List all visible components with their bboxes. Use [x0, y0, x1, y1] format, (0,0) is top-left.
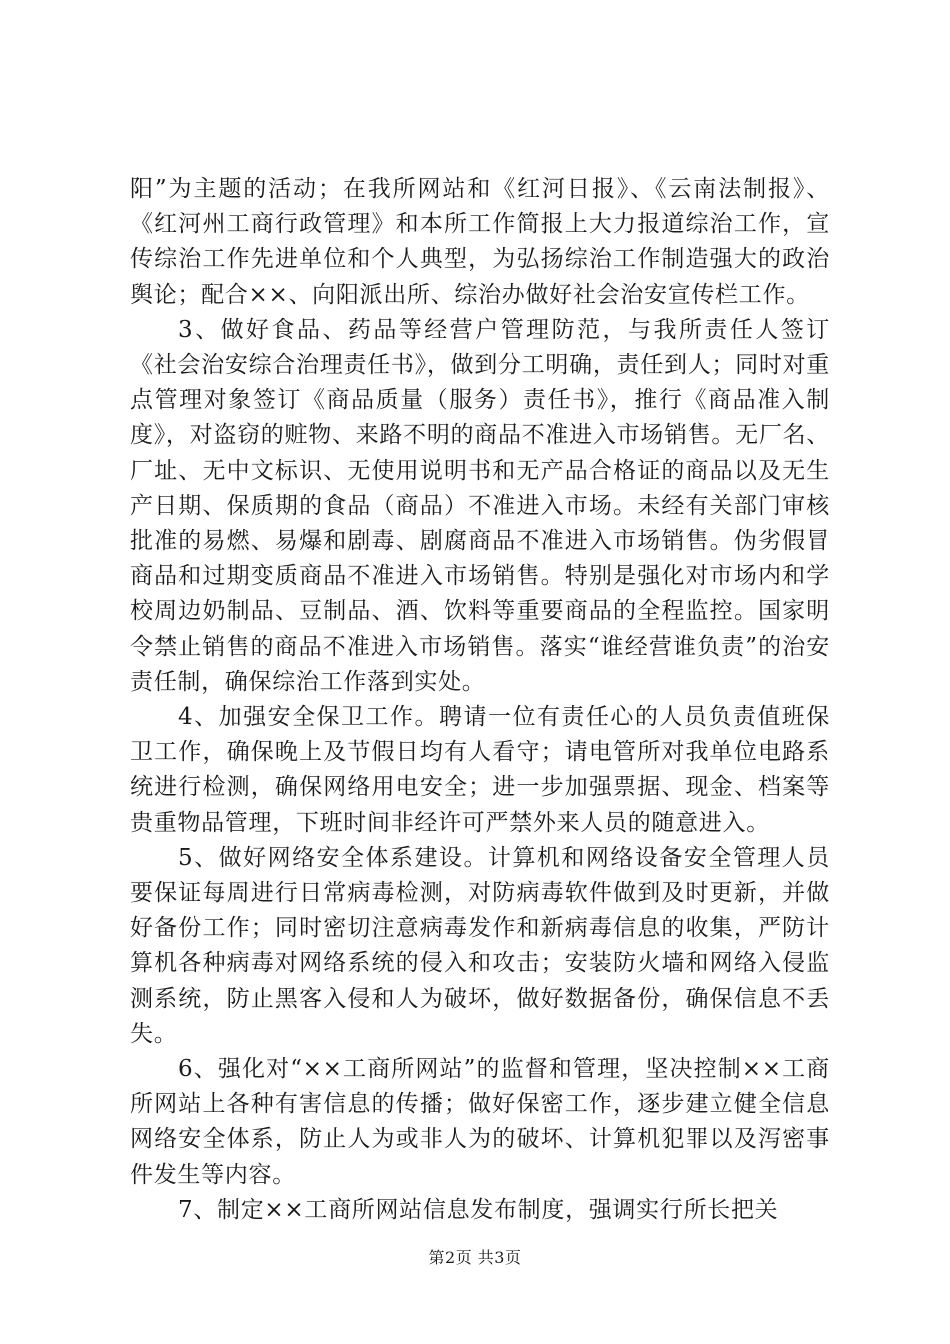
paragraph-item-3: 3、做好食品、药品等经营户管理防范，与我所责任人签订《社会治安综合治理责任书》，做到分工明确，责任到人；同时对重点管理对象签订《商品质量（服务）责任书》，推行《商品准入制度》，对盗窃的赃物、来路不明的商品不准进入市场销售。无厂名、厂址、无中文标识、无使用说明书和无产品合格证的商品以及无生产日期、保质期的食品（商品）不准进入市场。未经有关部门审核批准的易燃、易爆和剧毒、剧腐商品不准进入市场销售。伪劣假冒商品和过期变质商品不准进入市场销售。特别是强化对市场内和学校周边奶制品、豆制品、酒、饮料等重要商品的全程监控。国家明令禁止销售的商品不准进入市场销售。落实“谁经营谁负责”的治安责任制，确保综治工作落到实处。 [130, 316, 830, 695]
document-body [130, 172, 830, 1228]
paragraph-item-4: 4、加强安全保卫工作。聘请一位有责任心的人员负责值班保卫工作，确保晚上及节假日均有人看守；请电管所对我单位电路系统进行检测，确保网络用电安全；进一步加强票据、现金、档案等贵重物品管理，下班时间非经许可严禁外来人员的随意进入。 [130, 704, 830, 836]
paragraph-item-7: 7、制定××工商所网站信息发布制度，强调实行所长把关 [178, 1196, 779, 1223]
paragraph-continuation: 阳”为主题的活动；在我所网站和《红河日报》、《云南法制报》、《红河州工商行政管理》和本所工作简报上大力报道综治工作，宣传综治工作先进单位和个人典型，为弘扬综治工作制造强大的政治舆论；配合××、向阳派出所、综治办做好社会治安宣传栏工作。 [130, 176, 830, 308]
page-footer: 第2页 共3页 [428, 1248, 522, 1267]
paragraph-item-5: 5、做好网络安全体系建设。计算机和网络设备安全管理人员要保证每周进行日常病毒检测，对防病毒软件做到及时更新，并做好备份工作；同时密切注意病毒发作和新病毒信息的收集，严防计算机各种病毒对网络系统的侵入和攻击；安装防火墙和网络入侵监测系统，防止黑客入侵和人为破坏，做好数据备份，确保信息不丢失。 [130, 844, 830, 1047]
paragraph-item-6: 6、强化对“××工商所网站”的监督和管理，坚决控制××工商所网站上各种有害信息的传播；做好保密工作，逐步建立健全信息网络安全体系，防止人为或非人为的破坏、计算机犯罪以及泻密事件发生等内容。 [130, 1056, 830, 1188]
